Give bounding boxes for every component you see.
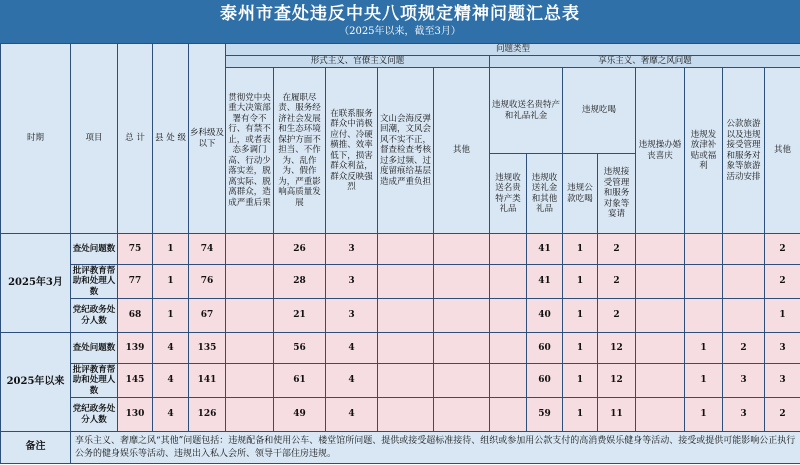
f3-cell: 3 [326,299,378,333]
table-row [1,265,800,299]
table-row [1,398,800,432]
notes-row [1,432,800,464]
allowance-cell: 1 [685,398,723,432]
other-cell: 2 [765,234,800,265]
gift-b-cell: 60 [527,364,563,398]
gift-b-cell: 59 [527,398,563,432]
county-cell: 1 [153,299,189,333]
problem-type-header: 问题类型 [226,44,800,56]
gift-b-cell: 60 [527,333,563,364]
f3-cell: 4 [326,364,378,398]
summary-table [0,43,800,464]
travel-cell [723,265,765,299]
f1-cell [226,364,274,398]
township-cell: 141 [189,364,226,398]
other-cell: 3 [765,364,800,398]
col-gift-b-header: 违规收送礼金和其他礼品 [527,154,563,234]
item-cell: 批评教育帮助和处理人数 [71,364,118,398]
wedding-cell [636,234,685,265]
col-meal-b-header: 违规接受管理和服务对象等宴请 [598,154,636,234]
f1-cell [226,333,274,364]
meal-a-cell: 1 [563,333,598,364]
notes-label: 备注 [1,432,71,464]
f1-cell [226,265,274,299]
period-cell: 2025年以来 [1,333,71,432]
item-cell: 查处问题数 [71,234,118,265]
f5-cell [434,265,490,299]
col-meal-header: 违规吃喝 [563,68,636,154]
gift-a-cell [490,299,527,333]
col-travel-header: 公款旅游以及违规接受管理和服务对象等旅游活动安排 [723,68,765,234]
col-f4-header: 文山会海反弹回潮，文风会风不实不正，督查检查考核过多过频、过度留痕给基层造成严重负担 [378,68,434,234]
other-cell: 3 [765,333,800,364]
f2-cell: 28 [274,265,326,299]
f5-cell [434,234,490,265]
other-cell: 2 [765,265,800,299]
allowance-cell: 1 [685,333,723,364]
col-gift-a-header: 违规收送名贵特产类礼品 [490,154,527,234]
f5-cell [434,364,490,398]
wedding-cell [636,398,685,432]
f4-cell [378,234,434,265]
f5-cell [434,398,490,432]
notes-text: 享乐主义、奢靡之风“其他”问题包括：违规配备和使用公车、楼堂馆所问题、提供或接受超标准接待、组织或参加用公款支付的高消费娱乐健身等活动、接受或提供可能影响公正执行公务的健身娱乐等活动、违规出入私人会所、领导干部住房违规。 [71,432,800,464]
meal-a-cell: 1 [563,265,598,299]
col-meal-a-header: 违规公款吃喝 [563,154,598,234]
allowance-cell [685,299,723,333]
wedding-cell [636,265,685,299]
travel-cell [723,299,765,333]
f5-cell [434,299,490,333]
col-item-header: 项目 [71,44,118,234]
f2-cell: 56 [274,333,326,364]
county-cell: 4 [153,364,189,398]
meal-b-cell: 12 [598,364,636,398]
col-f1-header: 贯彻党中央重大决策部署有令不行、有禁不止，或者表态多调门高、行动少落实差，脱离实际、脱离群众，造成严重后果 [226,68,274,234]
col-allowance-header: 违规发放津补贴或福利 [685,68,723,234]
table-row [1,234,800,265]
col-wedding-header: 违规操办婚丧喜庆 [636,68,685,234]
total-cell: 68 [118,299,153,333]
wedding-cell [636,364,685,398]
col-other-header: 其他 [765,68,800,234]
township-cell: 135 [189,333,226,364]
f2-cell: 49 [274,398,326,432]
total-cell: 130 [118,398,153,432]
meal-a-cell: 1 [563,299,598,333]
col-township-header: 乡科级及以下 [189,44,226,234]
total-cell: 145 [118,364,153,398]
gift-a-cell [490,333,527,364]
gift-a-cell [490,265,527,299]
f4-cell [378,333,434,364]
county-cell: 1 [153,234,189,265]
travel-cell [723,234,765,265]
travel-cell: 3 [723,364,765,398]
travel-cell: 2 [723,333,765,364]
gift-a-cell [490,364,527,398]
col-period-header: 时期 [1,44,71,234]
total-cell: 139 [118,333,153,364]
township-cell: 126 [189,398,226,432]
total-cell: 75 [118,234,153,265]
travel-cell: 3 [723,398,765,432]
table-row [1,333,800,364]
page-title: 泰州市查处违反中央八项规定精神问题汇总表 [220,4,580,24]
f1-cell [226,299,274,333]
f4-cell [378,299,434,333]
item-cell: 查处问题数 [71,333,118,364]
f3-cell: 3 [326,265,378,299]
county-cell: 4 [153,333,189,364]
township-cell: 67 [189,299,226,333]
f2-cell: 26 [274,234,326,265]
other-cell: 1 [765,299,800,333]
f3-cell: 3 [326,234,378,265]
f2-cell: 21 [274,299,326,333]
meal-b-cell: 12 [598,333,636,364]
meal-a-cell: 1 [563,398,598,432]
period-cell: 2025年3月 [1,234,71,333]
county-cell: 4 [153,398,189,432]
meal-b-cell: 2 [598,265,636,299]
meal-b-cell: 2 [598,234,636,265]
meal-a-cell: 1 [563,364,598,398]
meal-b-cell: 2 [598,299,636,333]
meal-b-cell: 11 [598,398,636,432]
total-cell: 77 [118,265,153,299]
township-cell: 74 [189,234,226,265]
col-total-header: 总 计 [118,44,153,234]
item-cell: 党纪政务处分人数 [71,398,118,432]
county-cell: 1 [153,265,189,299]
f3-cell: 4 [326,398,378,432]
other-cell: 2 [765,398,800,432]
formalism-header: 形式主义、官僚主义问题 [226,56,490,68]
wedding-cell [636,299,685,333]
col-f5-header: 其他 [434,68,490,234]
f4-cell [378,265,434,299]
title-bar [0,0,800,43]
table-row [1,299,800,333]
gift-b-cell: 40 [527,299,563,333]
meal-a-cell: 1 [563,234,598,265]
gift-b-cell: 41 [527,234,563,265]
item-cell: 党纪政务处分人数 [71,299,118,333]
wedding-cell [636,333,685,364]
f4-cell [378,364,434,398]
gift-b-cell: 41 [527,265,563,299]
gift-a-cell [490,398,527,432]
table-row [1,364,800,398]
col-f3-header: 在联系服务群众中消极应付、冷硬横推、效率低下，损害群众利益，群众反映强烈 [326,68,378,234]
allowance-cell: 1 [685,364,723,398]
township-cell: 76 [189,265,226,299]
col-gift-header: 违规收送名贵特产和礼品礼金 [490,68,563,154]
hedonism-header: 享乐主义、奢靡之风问题 [490,56,800,68]
f4-cell [378,398,434,432]
col-f2-header: 在履职尽责、服务经济社会发展和生态环境保护方面不担当、不作为、乱作为、假作为，严重影响高质量发展 [274,68,326,234]
allowance-cell [685,234,723,265]
page-subtitle: （2025年以来，截至3月） [339,26,461,37]
allowance-cell [685,265,723,299]
f2-cell: 61 [274,364,326,398]
gift-a-cell [490,234,527,265]
f3-cell: 4 [326,333,378,364]
item-cell: 批评教育帮助和处理人数 [71,265,118,299]
f1-cell [226,398,274,432]
col-county-header: 县 处 级 [153,44,189,234]
f5-cell [434,333,490,364]
f1-cell [226,234,274,265]
